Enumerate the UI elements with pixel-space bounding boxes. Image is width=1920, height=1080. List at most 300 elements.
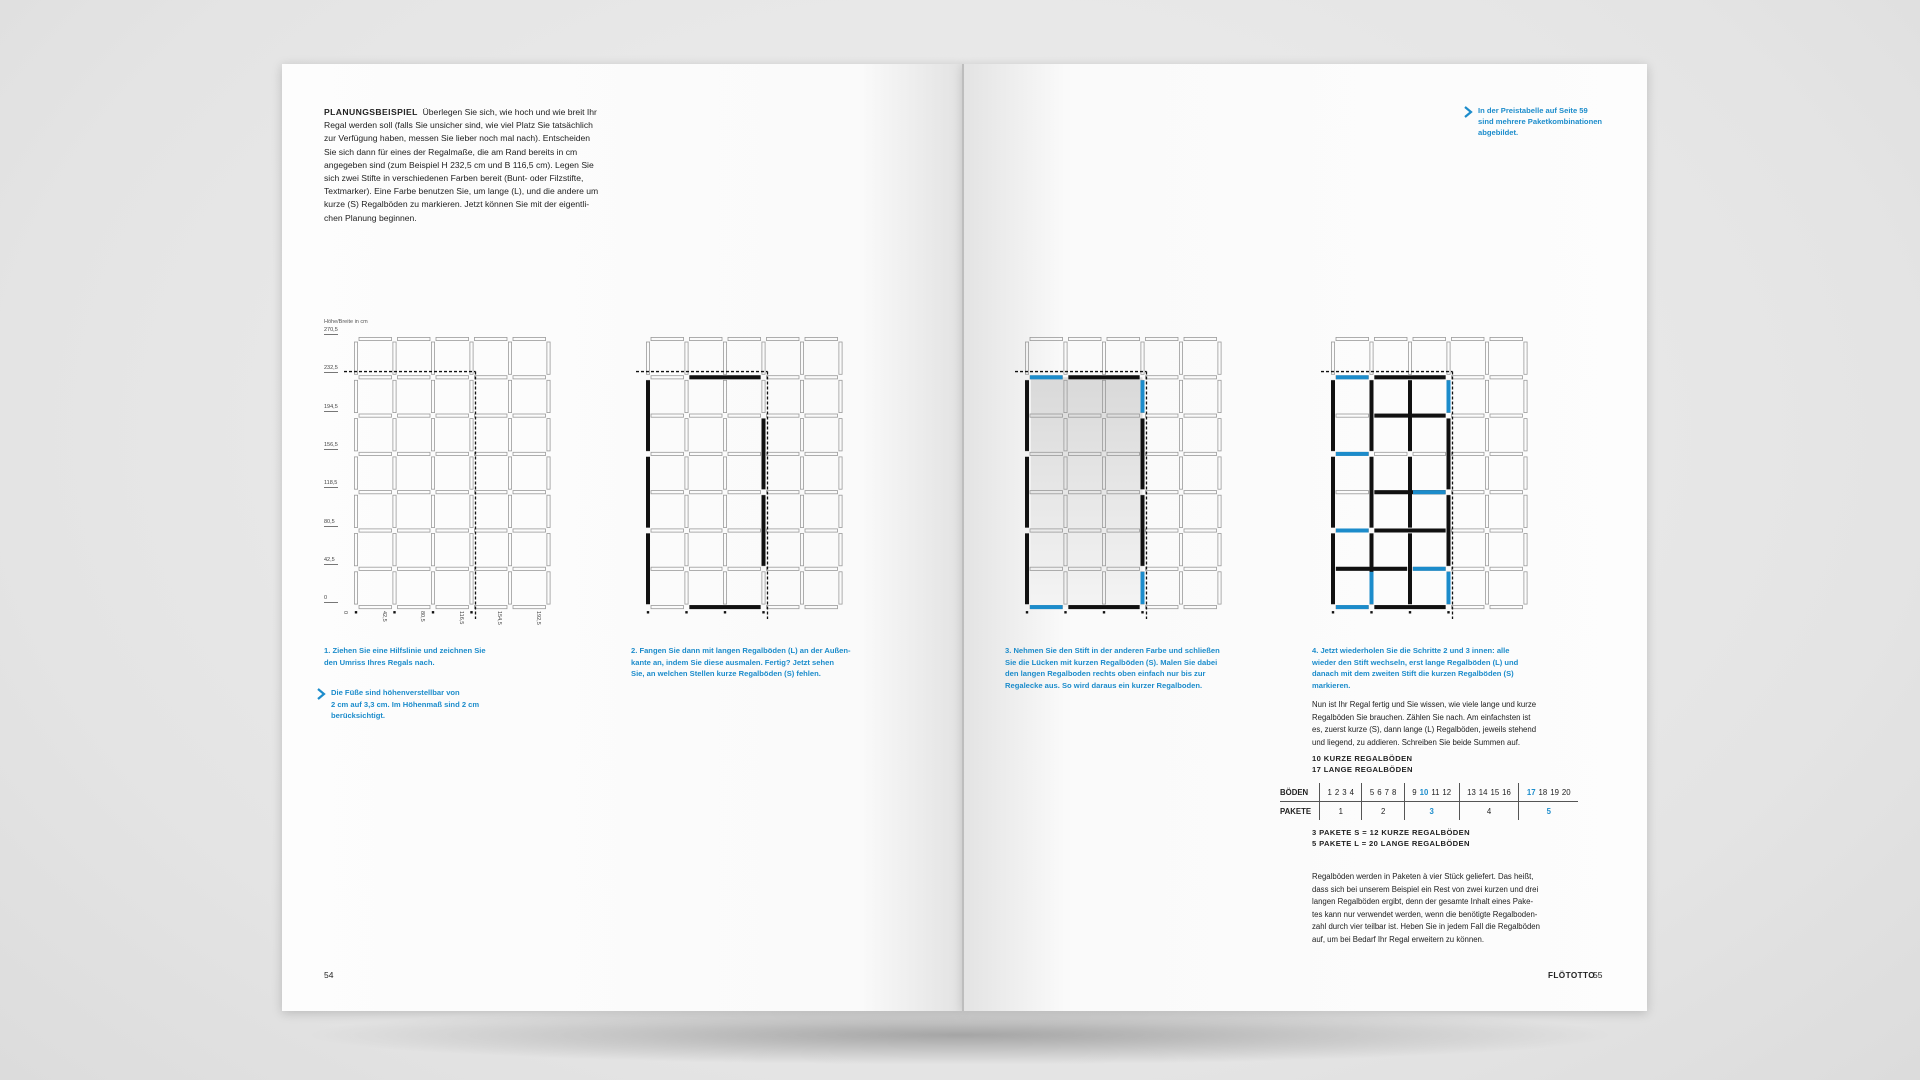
- board-outline: [728, 491, 760, 494]
- x-tick-label: 42,5: [380, 611, 387, 622]
- foot-mark: [762, 611, 764, 613]
- note-line: Die Füße sind höhenverstellbar von: [331, 688, 460, 697]
- upright-outline: [1064, 342, 1067, 374]
- shelf-grid-svg: [1013, 335, 1230, 619]
- board-outline: [398, 376, 430, 379]
- upright-outline: [800, 419, 803, 451]
- x-tick-label: 192,5: [534, 611, 541, 625]
- board-outline: [766, 491, 798, 494]
- foot-mark: [1026, 611, 1028, 613]
- board-outline: [359, 452, 391, 455]
- board-outline: [805, 567, 837, 570]
- board-outline: [1145, 491, 1177, 494]
- caption-line: den Umriss Ihres Regals nach.: [324, 657, 435, 667]
- note-line: 2 cm auf 3,3 cm. Im Höhenmaß sind 2 cm: [331, 699, 480, 709]
- upright-outline: [762, 342, 765, 374]
- upright-outline: [1218, 380, 1221, 412]
- board-outline: [766, 337, 798, 340]
- board-outline: [513, 529, 545, 532]
- upright-outline: [685, 457, 688, 489]
- feet-note: [331, 687, 479, 722]
- upright-outline: [508, 572, 511, 604]
- board-outline: [1490, 452, 1522, 455]
- long-board: [646, 457, 650, 528]
- caption-line: markieren.: [1312, 680, 1351, 690]
- foot-mark: [432, 611, 434, 613]
- board-outline: [805, 452, 837, 455]
- long-board: [1336, 567, 1407, 571]
- upright-outline: [354, 457, 357, 489]
- board-outline: [1336, 414, 1368, 417]
- y-tick-label: 156,5: [324, 441, 338, 448]
- board-outline: [805, 529, 837, 532]
- upright-outline: [1524, 457, 1527, 489]
- upright-outline: [470, 419, 473, 451]
- upright-outline: [354, 495, 357, 527]
- upright-outline: [723, 342, 726, 374]
- upright-outline: [723, 380, 726, 412]
- package-results: [1312, 827, 1470, 849]
- board-outline: [513, 491, 545, 494]
- ref-line: abgebildet.: [1478, 128, 1519, 137]
- board-outline: [436, 337, 468, 340]
- board-outline: [805, 491, 837, 494]
- y-tick-label: 42,5: [324, 557, 338, 565]
- board-outline: [1184, 337, 1216, 340]
- board-outline: [766, 567, 798, 570]
- ref-line: sind mehrere Paketkombinationen: [1478, 117, 1603, 126]
- upright-outline: [431, 572, 434, 604]
- upright-outline: [508, 533, 511, 565]
- foot-mark: [1409, 611, 1411, 613]
- board-number: 6: [1377, 787, 1382, 797]
- foot-mark: [355, 611, 357, 613]
- book-gutter: [962, 64, 964, 1011]
- upright-outline: [1485, 380, 1488, 412]
- upright-outline: [1179, 380, 1182, 412]
- board-outline: [1451, 491, 1483, 494]
- board-outline: [474, 376, 506, 379]
- board-outline: [651, 605, 683, 608]
- count-paragraph: [1312, 699, 1536, 749]
- long-board: [1331, 380, 1335, 451]
- board-outline: [1490, 567, 1522, 570]
- board-outline: [728, 567, 760, 570]
- upright-outline: [1179, 457, 1182, 489]
- caption-line: Regalecke aus. So wird daraus ein kurzer Regalboden.: [1005, 680, 1203, 690]
- x-tick-label: 116,5: [457, 611, 464, 625]
- board-outline: [1451, 414, 1483, 417]
- upright-outline: [1524, 533, 1527, 565]
- intro-line: kurze (S) Regalböden zu markieren. Jetzt können Sie mit der eigentli-: [324, 199, 590, 210]
- upright-outline: [508, 380, 511, 412]
- board-outline: [398, 529, 430, 532]
- board-outline: [805, 337, 837, 340]
- board-outline: [766, 452, 798, 455]
- board-outline: [436, 567, 468, 570]
- board-outline: [436, 376, 468, 379]
- boards-group: [1459, 783, 1519, 802]
- board-outline: [513, 452, 545, 455]
- board-number: 20: [1561, 787, 1571, 797]
- upright-outline: [1447, 342, 1450, 374]
- board-number: 3: [1342, 787, 1347, 797]
- board-outline: [1145, 337, 1177, 340]
- foot-mark: [1141, 611, 1143, 613]
- upright-outline: [1485, 572, 1488, 604]
- board-outline: [398, 452, 430, 455]
- board-outline: [1336, 337, 1368, 340]
- short-board: [1336, 452, 1368, 456]
- short-board: [1140, 380, 1144, 412]
- foot-mark: [1064, 611, 1066, 613]
- board-outline: [690, 452, 722, 455]
- result-short: 3 PAKETE S = 12 KURZE REGALBÖDEN: [1312, 828, 1471, 837]
- upright-outline: [1179, 419, 1182, 451]
- board-number: 1: [1327, 787, 1332, 797]
- board-outline: [474, 529, 506, 532]
- shelf-grid-svg: [1319, 335, 1536, 619]
- upright-outline: [1102, 342, 1105, 374]
- page-number-right: 55: [1593, 970, 1603, 980]
- board-outline: [1184, 376, 1216, 379]
- upright-outline: [839, 495, 842, 527]
- upright-outline: [1524, 495, 1527, 527]
- board-outline: [1490, 491, 1522, 494]
- y-tick-label: 80,5: [324, 519, 338, 527]
- board-outline: [728, 529, 760, 532]
- ref-line: In der Preistabelle auf Seite 59: [1478, 106, 1588, 115]
- price-table-reference: [1478, 105, 1602, 138]
- shelf-diagram-step-3: [1013, 335, 1230, 619]
- board-outline: [359, 567, 391, 570]
- package-cell: 4: [1459, 802, 1519, 821]
- upright-outline: [1524, 342, 1527, 374]
- upright-outline: [508, 495, 511, 527]
- upright-outline: [762, 380, 765, 412]
- axis-title: Höhe/Breite in cm: [324, 319, 368, 325]
- short-board: [1336, 528, 1368, 532]
- upright-outline: [685, 495, 688, 527]
- long-board: [1375, 528, 1446, 532]
- upright-outline: [1485, 342, 1488, 374]
- upright-outline: [800, 495, 803, 527]
- upright-outline: [1485, 457, 1488, 489]
- board-number: 11: [1431, 787, 1440, 797]
- boards-group: [1404, 783, 1459, 802]
- board-outline: [1451, 529, 1483, 532]
- board-outline: [398, 414, 430, 417]
- board-outline: [728, 452, 760, 455]
- board-outline: [728, 337, 760, 340]
- upright-outline: [547, 495, 550, 527]
- foot-mark: [393, 611, 395, 613]
- upright-outline: [431, 380, 434, 412]
- board-outline: [398, 491, 430, 494]
- long-board: [1025, 533, 1029, 604]
- intro-line: zur Verfügung haben, messen Sie lieber noch mal nach). Entscheiden: [324, 133, 591, 144]
- board-number: 10: [1419, 787, 1429, 797]
- brand-name: FLÖTOTTO: [1548, 971, 1596, 980]
- upright-outline: [354, 342, 357, 374]
- caption-line: Sie die Lücken mit kurzen Regalböden (S). Malen Sie dabei: [1005, 657, 1218, 667]
- x-tick-label: 0: [342, 611, 348, 615]
- long-board: [1375, 375, 1446, 379]
- long-board: [1331, 457, 1335, 528]
- board-outline: [1145, 414, 1177, 417]
- short-board: [1446, 572, 1450, 604]
- upright-outline: [470, 380, 473, 412]
- board-outline: [1451, 605, 1483, 608]
- board-outline: [1184, 567, 1216, 570]
- upright-outline: [723, 572, 726, 604]
- foot-mark: [470, 611, 472, 613]
- long-board: [1331, 533, 1335, 604]
- board-outline: [805, 605, 837, 608]
- upright-outline: [723, 533, 726, 565]
- board-outline: [436, 529, 468, 532]
- caption-line: 2. Fangen Sie dann mit langen Regalböden (L) an der Außen-: [631, 646, 851, 655]
- shelf-diagram-step-2: [634, 335, 851, 619]
- step-4-caption: [1312, 645, 1518, 691]
- board-outline: [1184, 452, 1216, 455]
- closing-paragraph: [1312, 871, 1540, 946]
- upright-outline: [839, 419, 842, 451]
- step-3-caption: [1005, 645, 1220, 691]
- foot-mark: [1447, 611, 1449, 613]
- book-shadow: [300, 1005, 1620, 1065]
- long-board: [761, 419, 765, 490]
- intro-line: Textmarker). Eine Farbe benutzen Sie, um lange (L), und die andere um: [324, 186, 599, 197]
- caption-line: 4. Jetzt wiederholen Sie die Schritte 2 und 3 innen: alle: [1312, 646, 1510, 655]
- board-outline: [651, 376, 683, 379]
- upright-outline: [1485, 495, 1488, 527]
- board-outline: [1451, 337, 1483, 340]
- upright-outline: [1179, 572, 1182, 604]
- board-outline: [1145, 452, 1177, 455]
- board-number: 7: [1384, 787, 1389, 797]
- y-tick-label: 232,5: [324, 365, 338, 372]
- board-outline: [1184, 605, 1216, 608]
- count-line: Nun ist Ihr Regal fertig und Sie wissen, wie viele lange und kurze: [1312, 700, 1537, 709]
- board-outline: [1184, 491, 1216, 494]
- board-number: 18: [1538, 787, 1548, 797]
- right-page: [963, 64, 1647, 1011]
- upright-outline: [393, 533, 396, 565]
- board-outline: [766, 376, 798, 379]
- board-outline: [766, 605, 798, 608]
- upright-outline: [431, 495, 434, 527]
- upright-outline: [1524, 380, 1527, 412]
- intro-line: Überlegen Sie sich, wie hoch und wie breit Ihr: [422, 107, 597, 117]
- upright-outline: [354, 380, 357, 412]
- long-board: [690, 375, 761, 379]
- board-outline: [513, 337, 545, 340]
- shelf-grid-svg: [342, 335, 559, 619]
- package-cell: 5: [1519, 802, 1578, 821]
- board-outline: [1145, 376, 1177, 379]
- board-outline: [1375, 337, 1407, 340]
- upright-outline: [1218, 572, 1221, 604]
- y-tick-label: 270,5: [324, 327, 338, 333]
- board-outline: [651, 414, 683, 417]
- upright-outline: [393, 419, 396, 451]
- board-number: 17: [1526, 787, 1536, 797]
- shelf-shade: [1031, 377, 1142, 607]
- board-outline: [474, 414, 506, 417]
- sum-long: 17 LANGE REGALBÖDEN: [1312, 765, 1413, 774]
- short-board: [1140, 572, 1144, 604]
- upright-outline: [1408, 342, 1411, 374]
- intro-heading: PLANUNGSBEISPIEL: [324, 107, 418, 117]
- chevron-right-icon: [1463, 106, 1473, 118]
- long-board: [1140, 495, 1144, 566]
- upright-outline: [1218, 495, 1221, 527]
- upright-outline: [685, 533, 688, 565]
- caption-line: 3. Nehmen Sie den Stift in der anderen Farbe und schließen: [1005, 646, 1220, 655]
- upright-outline: [470, 495, 473, 527]
- short-board: [1446, 380, 1450, 412]
- upright-outline: [393, 342, 396, 374]
- board-outline: [474, 491, 506, 494]
- boards-row-label: BÖDEN: [1280, 783, 1320, 802]
- upright-outline: [470, 572, 473, 604]
- upright-outline: [1179, 495, 1182, 527]
- intro-line: sich zwei Stifte in verschiedenen Farben bereit (Bunt- oder Filzstifte,: [324, 173, 584, 184]
- board-number: 15: [1490, 787, 1500, 797]
- board-outline: [359, 491, 391, 494]
- board-number: 4: [1349, 787, 1354, 797]
- upright-outline: [800, 342, 803, 374]
- upright-outline: [508, 419, 511, 451]
- short-board: [1413, 567, 1445, 571]
- intro-line: chen Planung beginnen.: [324, 212, 417, 223]
- shelf-grid-svg: [634, 335, 851, 619]
- caption-line: kante an, indem Sie diese ausmalen. Fertig? Jetzt sehen: [631, 657, 834, 667]
- board-outline: [474, 605, 506, 608]
- caption-line: den langen Regalboden rechts oben einfach nur bis zur: [1005, 669, 1206, 678]
- short-board: [1336, 375, 1368, 379]
- package-cell: 3: [1404, 802, 1459, 821]
- board-outline: [1184, 529, 1216, 532]
- upright-outline: [547, 572, 550, 604]
- closing-line: auf, um bei Bedarf Ihr Regal erweitern zu können.: [1312, 934, 1485, 944]
- upright-outline: [547, 533, 550, 565]
- upright-outline: [431, 533, 434, 565]
- short-board: [1370, 572, 1374, 604]
- left-page: [282, 64, 963, 1011]
- upright-outline: [354, 419, 357, 451]
- board-outline: [436, 491, 468, 494]
- upright-outline: [393, 572, 396, 604]
- upright-outline: [723, 457, 726, 489]
- board-outline: [690, 491, 722, 494]
- long-board: [1446, 419, 1450, 490]
- upright-outline: [1141, 342, 1144, 374]
- boards-group: [1519, 783, 1578, 802]
- upright-outline: [800, 572, 803, 604]
- board-number: 19: [1550, 787, 1559, 797]
- board-outline: [1145, 605, 1177, 608]
- board-outline: [359, 376, 391, 379]
- long-board: [1375, 414, 1446, 418]
- upright-outline: [839, 572, 842, 604]
- upright-outline: [762, 572, 765, 604]
- board-outline: [513, 567, 545, 570]
- upright-outline: [1179, 342, 1182, 374]
- upright-outline: [723, 419, 726, 451]
- upright-outline: [800, 533, 803, 565]
- board-outline: [651, 491, 683, 494]
- closing-line: tes kann nur verwendet werden, wenn die benötigte Regalboden-: [1312, 909, 1538, 919]
- board-outline: [398, 337, 430, 340]
- upright-outline: [547, 457, 550, 489]
- x-tick-label: 80,5: [419, 611, 425, 622]
- long-board: [646, 380, 650, 451]
- upright-outline: [646, 342, 649, 374]
- long-board: [1375, 605, 1446, 609]
- intro-line: Sie sich dann für eines der Regalmaße, die am Rand bereits in cm: [324, 146, 578, 157]
- upright-outline: [723, 495, 726, 527]
- board-outline: [766, 529, 798, 532]
- upright-outline: [547, 380, 550, 412]
- foot-mark: [685, 611, 687, 613]
- intro-line: Regal werden soll (falls Sie unsicher sind, wie viel Platz Sie tatsächlich: [324, 120, 593, 131]
- long-board: [1370, 380, 1374, 451]
- intro-paragraph: [324, 106, 634, 225]
- boards-group: [1320, 783, 1362, 802]
- board-outline: [728, 414, 760, 417]
- board-outline: [1184, 414, 1216, 417]
- board-outline: [690, 529, 722, 532]
- upright-outline: [508, 457, 511, 489]
- board-sums: [1312, 753, 1413, 775]
- upright-outline: [685, 380, 688, 412]
- upright-outline: [1485, 533, 1488, 565]
- upright-outline: [685, 572, 688, 604]
- board-outline: [805, 376, 837, 379]
- board-outline: [1413, 452, 1445, 455]
- short-board: [1336, 605, 1368, 609]
- upright-outline: [470, 342, 473, 374]
- board-outline: [1145, 529, 1177, 532]
- board-number: 8: [1391, 787, 1397, 797]
- boards-row: [1280, 783, 1578, 802]
- upright-outline: [839, 342, 842, 374]
- board-outline: [359, 605, 391, 608]
- upright-outline: [1218, 342, 1221, 374]
- closing-line: langen Regalböden ergibt, denn der gesamte Inhalt eines Pake-: [1312, 897, 1534, 906]
- board-outline: [766, 414, 798, 417]
- upright-outline: [1218, 533, 1221, 565]
- long-board: [1069, 375, 1140, 379]
- upright-outline: [354, 533, 357, 565]
- board-outline: [1107, 337, 1139, 340]
- board-number: 9: [1412, 787, 1417, 797]
- x-tick-label: 154,5: [496, 611, 502, 625]
- board-outline: [436, 414, 468, 417]
- upright-outline: [393, 495, 396, 527]
- result-long: 5 PAKETE L = 20 LANGE REGALBÖDEN: [1312, 839, 1470, 848]
- board-outline: [1451, 452, 1483, 455]
- board-outline: [474, 337, 506, 340]
- board-outline: [1030, 337, 1062, 340]
- foot-mark: [1370, 611, 1372, 613]
- board-outline: [1413, 337, 1445, 340]
- step-1-caption: [324, 645, 486, 668]
- board-outline: [690, 337, 722, 340]
- long-board: [1025, 380, 1029, 451]
